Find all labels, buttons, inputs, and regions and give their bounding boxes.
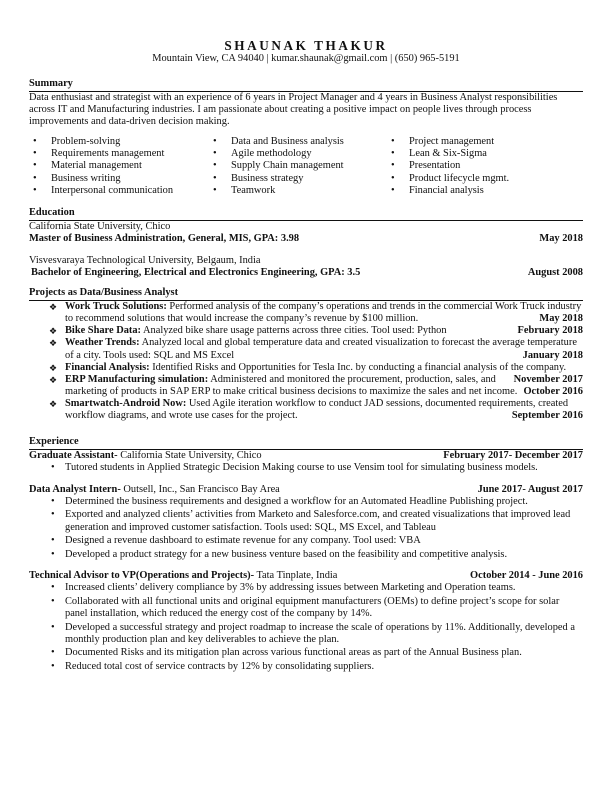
project-description: Identified Risks and Opportunities for Tesla Inc. by conducting a financial analysis of the company. [149, 361, 567, 373]
skill-item: • Business writing [29, 173, 209, 185]
school-name: Visvesvaraya Technological University, Belgaum, India [29, 254, 261, 266]
education-item [29, 221, 583, 245]
diamond-bullet-icon: ❖ [49, 302, 58, 313]
project-date: November 2017 [513, 373, 583, 385]
job-bullet: • Collaborated with all functional units and original equipment manufacturers (OEMs) to define project’s scope for solar panel installation, which reduced the energy cost of the company by 14%. [47, 596, 583, 620]
diamond-bullet-icon: ❖ [49, 398, 58, 409]
project-date: February 2018 [517, 325, 583, 337]
job-entry [29, 450, 583, 474]
skill-item: • Problem-solving [29, 136, 209, 148]
degree: Master of Business Administration, General, MIS, GPA: 3.98 [29, 232, 300, 244]
job-bullets [29, 462, 583, 474]
skill-item: • Requirements management [29, 148, 209, 160]
job-bullet: • Developed a product strategy for a new business venture based on the feasibility and competitive analysis. [47, 549, 583, 561]
job-role: Graduate Assistant- [29, 450, 118, 462]
diamond-bullet-icon: ❖ [49, 338, 58, 349]
job-organization: Outsell, Inc., San Francisco Bay Area [120, 483, 280, 495]
project-date: May 2018 [539, 313, 583, 325]
project-name: Financial Analysis: [65, 361, 150, 373]
project-date: September 2016 [511, 409, 583, 421]
job-entry [29, 570, 583, 673]
skill-item: • Teamwork [209, 185, 387, 197]
skill-item: • Lean & Six-Sigma [387, 148, 537, 160]
graduation-date: May 2018 [539, 232, 583, 244]
skill-item: • Data and Business analysis [209, 136, 387, 148]
education-item [29, 255, 583, 279]
job-bullets [29, 496, 583, 561]
skill-item: • Financial analysis [387, 185, 537, 197]
job-bullet: • Developed a successful strategy and project roadmap to increase the scale of operations by 11%. Additionally, developed a monthly production plan and key deliverables to achieve the plan. [47, 622, 583, 646]
skill-item: • Material management [29, 160, 209, 172]
contact-line: Mountain View, CA 94040 | kumar.shaunak@gmail.com | (650) 965-5191 [152, 53, 460, 64]
project-description: Administered and monitored the procurement, production, sales, and marketing of products in SAP ERP to make critical business decisions to maximize the sales and net income. [65, 373, 518, 397]
project-name: Work Truck Solutions: [65, 301, 167, 313]
job-role: Technical Advisor to VP(Operations and Projects)- [29, 570, 255, 582]
job-dates: February 2017- December 2017 [443, 450, 583, 462]
project-item [47, 337, 583, 361]
job-bullet: • Reduced total cost of service contracts by 12% by consolidating suppliers. [47, 661, 583, 673]
project-description: Analyzed bike share usage patterns across three cities. Tool used: Python [141, 325, 447, 337]
school-name: California State University, Chico [29, 220, 171, 232]
section-title-education: Education [29, 206, 75, 218]
section-title-projects: Projects as Data/Business Analyst [29, 287, 179, 299]
job-bullets [29, 582, 583, 673]
skill-item: • Presentation [387, 160, 537, 172]
job-bullet: • Determined the business requirements and designed a workflow for an Automated Headline Publishing project. [47, 496, 583, 508]
section-title-summary: Summary [29, 78, 73, 89]
skills-column-3 [387, 136, 537, 196]
job-entry [29, 484, 583, 561]
candidate-name: SHAUNAK THAKUR [224, 38, 388, 53]
projects-list [29, 301, 583, 422]
section-title-experience: Experience [29, 436, 79, 448]
skill-item: • Product lifecycle mgmt. [387, 173, 537, 185]
project-name: Weather Trends: [65, 337, 140, 349]
skills-column-2 [209, 136, 387, 196]
project-name: Bike Share Data: [65, 325, 142, 337]
job-dates: June 2017- August 2017 [477, 483, 583, 495]
project-description: Analyzed local and global temperature data and created visualization to forecast the average temperature of a city. Tools used: SQL and MS Excel [65, 337, 577, 361]
skills-list [29, 136, 583, 196]
project-description: Performed analysis of the company’s operations and trends in the commercial Work Truck industry to recommend solutions that would increase the company’s revenue by $100 million. [65, 301, 582, 325]
project-item [47, 301, 583, 325]
project-date: October 2016 [523, 385, 583, 397]
diamond-bullet-icon: ❖ [49, 374, 58, 385]
job-bullet: • Exported and analyzed clients’ activities from Marketo and Salesforce.com, and created visualizations that improved lead generation and improved customer satisfaction. Tools used: SQL, MS Excel, and Tableau [47, 509, 583, 533]
skills-column-1 [29, 136, 209, 196]
skill-item: • Agile methodology [209, 148, 387, 160]
diamond-bullet-icon: ❖ [49, 362, 58, 373]
job-bullet: • Designed a revenue dashboard to estimate revenue for any company. Tool used: VBA [47, 535, 583, 547]
skill-item: • Supply Chain management [209, 160, 387, 172]
job-bullet: • Increased clients’ delivery compliance by 3% by addressing issues between Marketing and Operation teams. [47, 582, 583, 594]
job-role: Data Analyst Intern- [29, 483, 121, 495]
job-organization: California State University, Chico [117, 450, 262, 462]
project-item [47, 374, 583, 398]
job-bullet: • Documented Risks and its mitigation plan across various functional areas as part of the Annual Business plan. [47, 647, 583, 659]
diamond-bullet-icon: ❖ [49, 326, 58, 337]
project-item [47, 398, 583, 422]
degree: Bachelor of Engineering, Electrical and Electronics Engineering, GPA: 3.5 [31, 267, 361, 279]
project-date: January 2018 [522, 349, 583, 361]
project-item [47, 325, 583, 337]
summary-text: Data enthusiast and strategist with an experience of 6 years in Project Manager and 4 years in Business Analyst responsibilities across IT and Manufacturing industries. I am passionate about creating a positive impact on people lives through process improvements and data-driven decision making. [29, 92, 558, 128]
skill-item: • Interpersonal communication [29, 185, 209, 197]
job-dates: October 2014 - June 2016 [470, 570, 583, 582]
project-name: Smartwatch-Android Now: [65, 397, 187, 409]
job-bullet: • Tutored students in Applied Strategic Decision Making course to use Vensim tool for simulating business models. [47, 462, 583, 474]
job-organization: Tata Tinplate, India [254, 570, 338, 582]
graduation-date: August 2008 [527, 267, 583, 279]
skill-item: • Project management [387, 136, 537, 148]
skill-item: • Business strategy [209, 173, 387, 185]
resume-page [29, 38, 583, 675]
project-name: ERP Manufacturing simulation: [65, 373, 209, 385]
project-description: Used Agile iteration workflow to conduct JAD sessions, documented requirements, created workflow diagrams, and wrote use cases for the project. [65, 397, 569, 421]
